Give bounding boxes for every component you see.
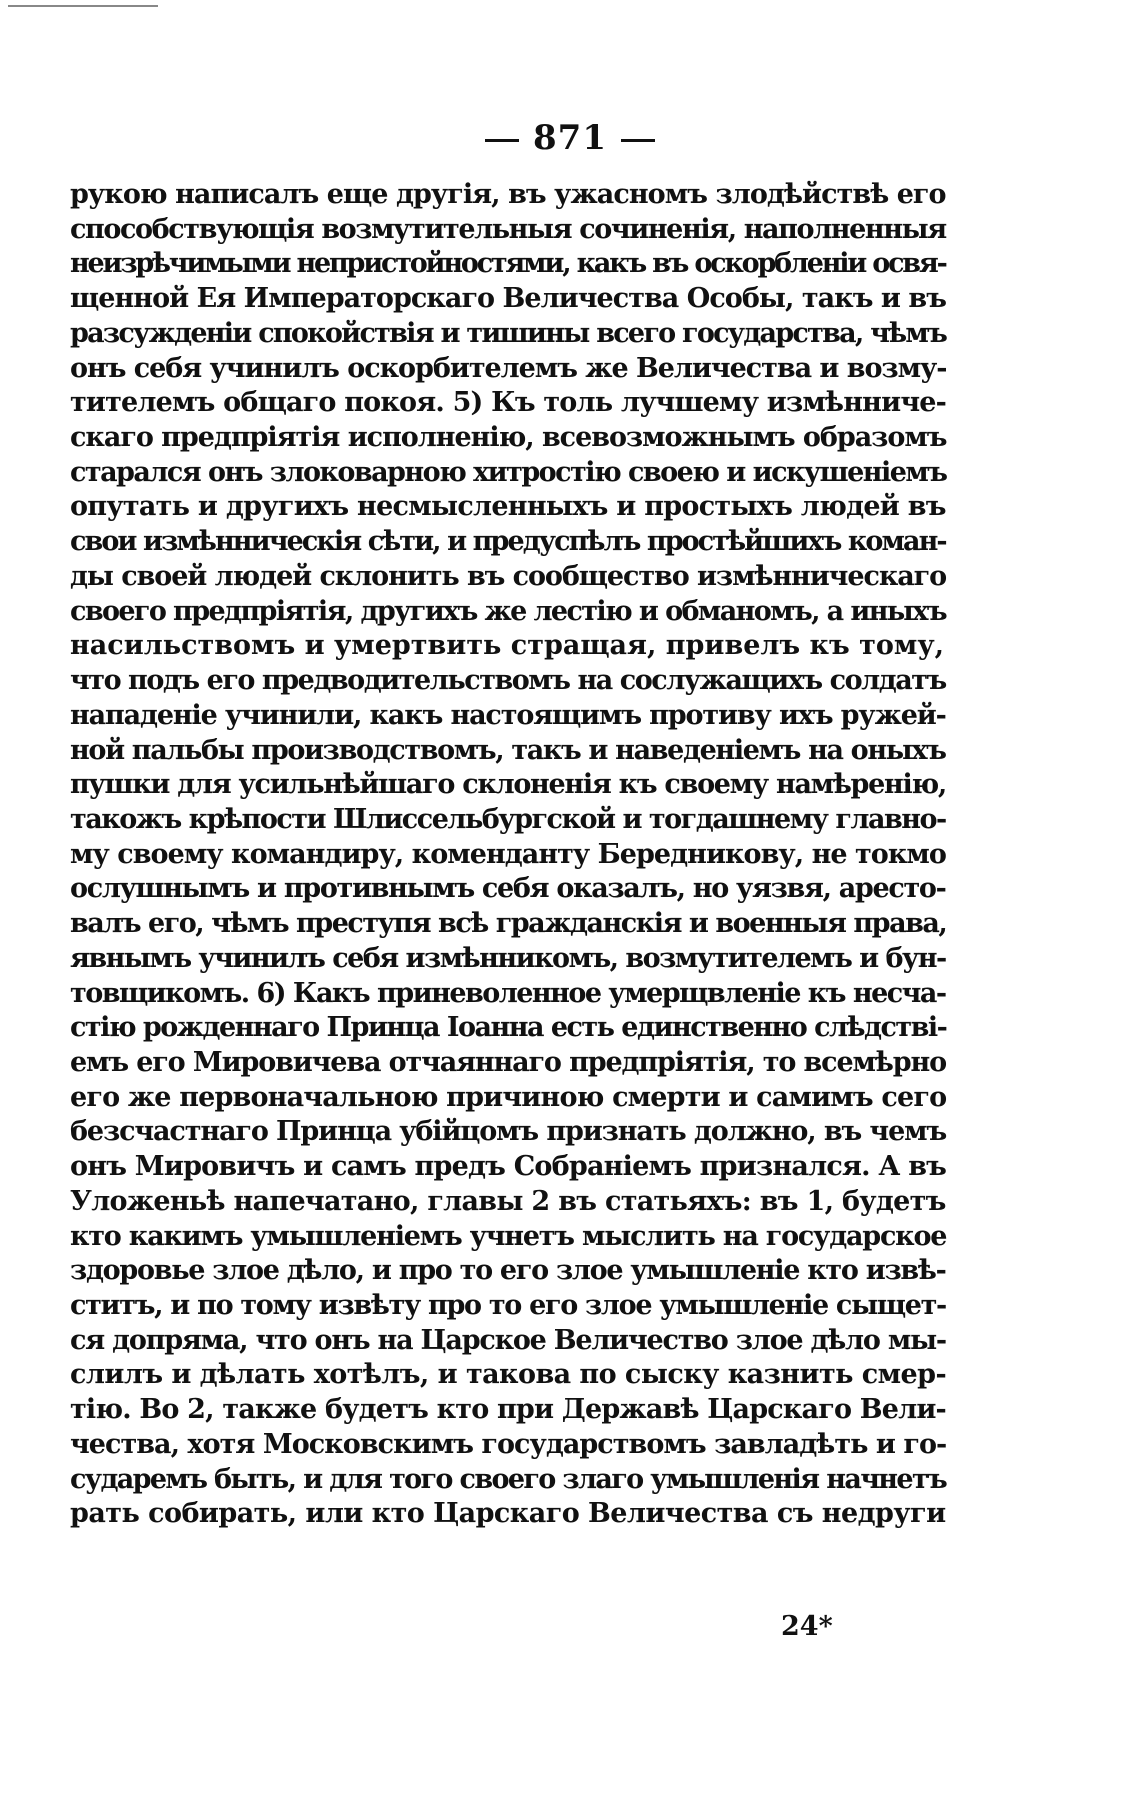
text-line: рукою написалъ еще другія, въ ужасномъ злодѣйствѣ его bbox=[70, 179, 946, 210]
page-header bbox=[0, 118, 1140, 158]
text-line: чества, хотя Московскимъ государствомъ завладѣть и го- bbox=[70, 1428, 947, 1460]
scan-corner-mark bbox=[8, 0, 158, 7]
text-line: щенной Ея Императорскаго Величества Особы, такъ и въ bbox=[70, 283, 946, 315]
text-line: онъ себя учинилъ оскорбителемъ же Величества и возму- bbox=[70, 352, 947, 384]
text-line: здоровье злое дѣло, и про то его злое умышленіе кто извѣ- bbox=[70, 1255, 946, 1287]
text-line: му своему командиру, коменданту Бередникову, не токмо bbox=[70, 838, 946, 870]
text-line: его же первоначальною причиною смерти и самимъ сего bbox=[70, 1081, 947, 1113]
header-dash-right bbox=[621, 139, 655, 142]
text-line: своего предпріятія, другихъ же лестію и обманомъ, а иныхъ bbox=[70, 595, 946, 627]
text-line: сударемъ быть, и для того своего злаго умышленія начнетъ bbox=[70, 1463, 947, 1495]
text-line: способствующія возмутительныя сочиненія, наполненныя bbox=[70, 213, 946, 245]
text-line: онъ Мировичъ и самъ предъ Собраніемъ признался. А въ bbox=[70, 1151, 947, 1183]
text-line: стію рожденнаго Принца Іоанна есть единственно слѣдстві- bbox=[70, 1012, 947, 1044]
text-line: тителемъ общаго покоя. 5) Къ толь лучшему измѣнниче- bbox=[70, 387, 947, 419]
text-line: явнымъ учинилъ себя измѣнникомъ, возмутителемъ и бун- bbox=[70, 942, 946, 974]
text-line: валъ его, чѣмъ преступя всѣ гражданскія и военныя права, bbox=[70, 908, 947, 940]
text-line: скаго предпріятія исполненію, всевозможнымъ образомъ bbox=[70, 422, 947, 454]
text-line: нападеніе учинили, какъ настоящимъ противу ихъ ружей- bbox=[70, 699, 946, 731]
text-line: слилъ и дѣлать хотѣлъ, и такова по сыску казнить смер- bbox=[70, 1359, 947, 1391]
text-line: старался онъ злоковарною хитростію своею и искушеніемъ bbox=[70, 456, 947, 488]
text-line: что подъ его предводительствомъ на сослужащихъ солдатъ bbox=[70, 665, 946, 697]
text-line: такожъ крѣпости Шлиссельбургской и тогдашнему главно- bbox=[70, 803, 946, 835]
text-line: емъ его Мировичева отчаяннаго предпріятія, то всемѣрно bbox=[70, 1046, 946, 1078]
text-line: пушки для усильнѣйшаго склоненія къ своему намѣренію, bbox=[70, 769, 946, 801]
page-number: 871 bbox=[533, 118, 607, 158]
text-line: опутать и другихъ несмысленныхъ и простыхъ людей въ bbox=[70, 491, 946, 523]
text-line: ститъ, и по тому извѣту про то его злое умышленіе сыщет- bbox=[70, 1290, 946, 1321]
text-line: ослушнымъ и противнымъ себя оказалъ, но уязвя, аресто- bbox=[70, 873, 946, 905]
text-line: рать собирать, или кто Царскаго Величества съ недруги bbox=[70, 1498, 946, 1530]
text-line: безсчастнаго Принца убійцомъ признать должно, въ чемъ bbox=[70, 1116, 947, 1148]
text-line: ной пальбы производствомъ, такъ и наведеніемъ на оныхъ bbox=[70, 734, 946, 766]
text-line: Уложеньѣ напечатано, главы 2 въ статьяхъ: въ 1, будетъ bbox=[70, 1185, 946, 1217]
text-line: тію. Во 2, также будетъ кто при Державѣ Царскаго Вели- bbox=[70, 1394, 946, 1426]
text-line: ся допряма, что онъ на Царское Величество злое дѣло мы- bbox=[70, 1324, 946, 1356]
text-line: кто какимъ умышленіемъ учнетъ мыслить на государское bbox=[70, 1220, 947, 1252]
text-line: насильствомъ и умертвить стращая, привелъ къ тому, bbox=[70, 630, 945, 662]
text-line: неизрѣчимыми непристойностями, какъ въ оскорбленіи освя- bbox=[70, 248, 946, 280]
text-line: товщикомъ. 6) Какъ приневоленное умерщвленіе къ несча- bbox=[70, 977, 946, 1009]
page-body-text bbox=[70, 178, 946, 1532]
signature-mark: 24* bbox=[781, 1611, 833, 1642]
header-dash-left bbox=[485, 139, 519, 142]
text-line: разсужденіи спокойствія и тишины всего государства, чѣмъ bbox=[70, 317, 947, 349]
text-line: ды своей людей склонить въ сообщество измѣнническаго bbox=[70, 560, 947, 592]
text-line: свои измѣнническія сѣти, и предуспѣлъ простѣйшихъ коман- bbox=[70, 526, 946, 558]
